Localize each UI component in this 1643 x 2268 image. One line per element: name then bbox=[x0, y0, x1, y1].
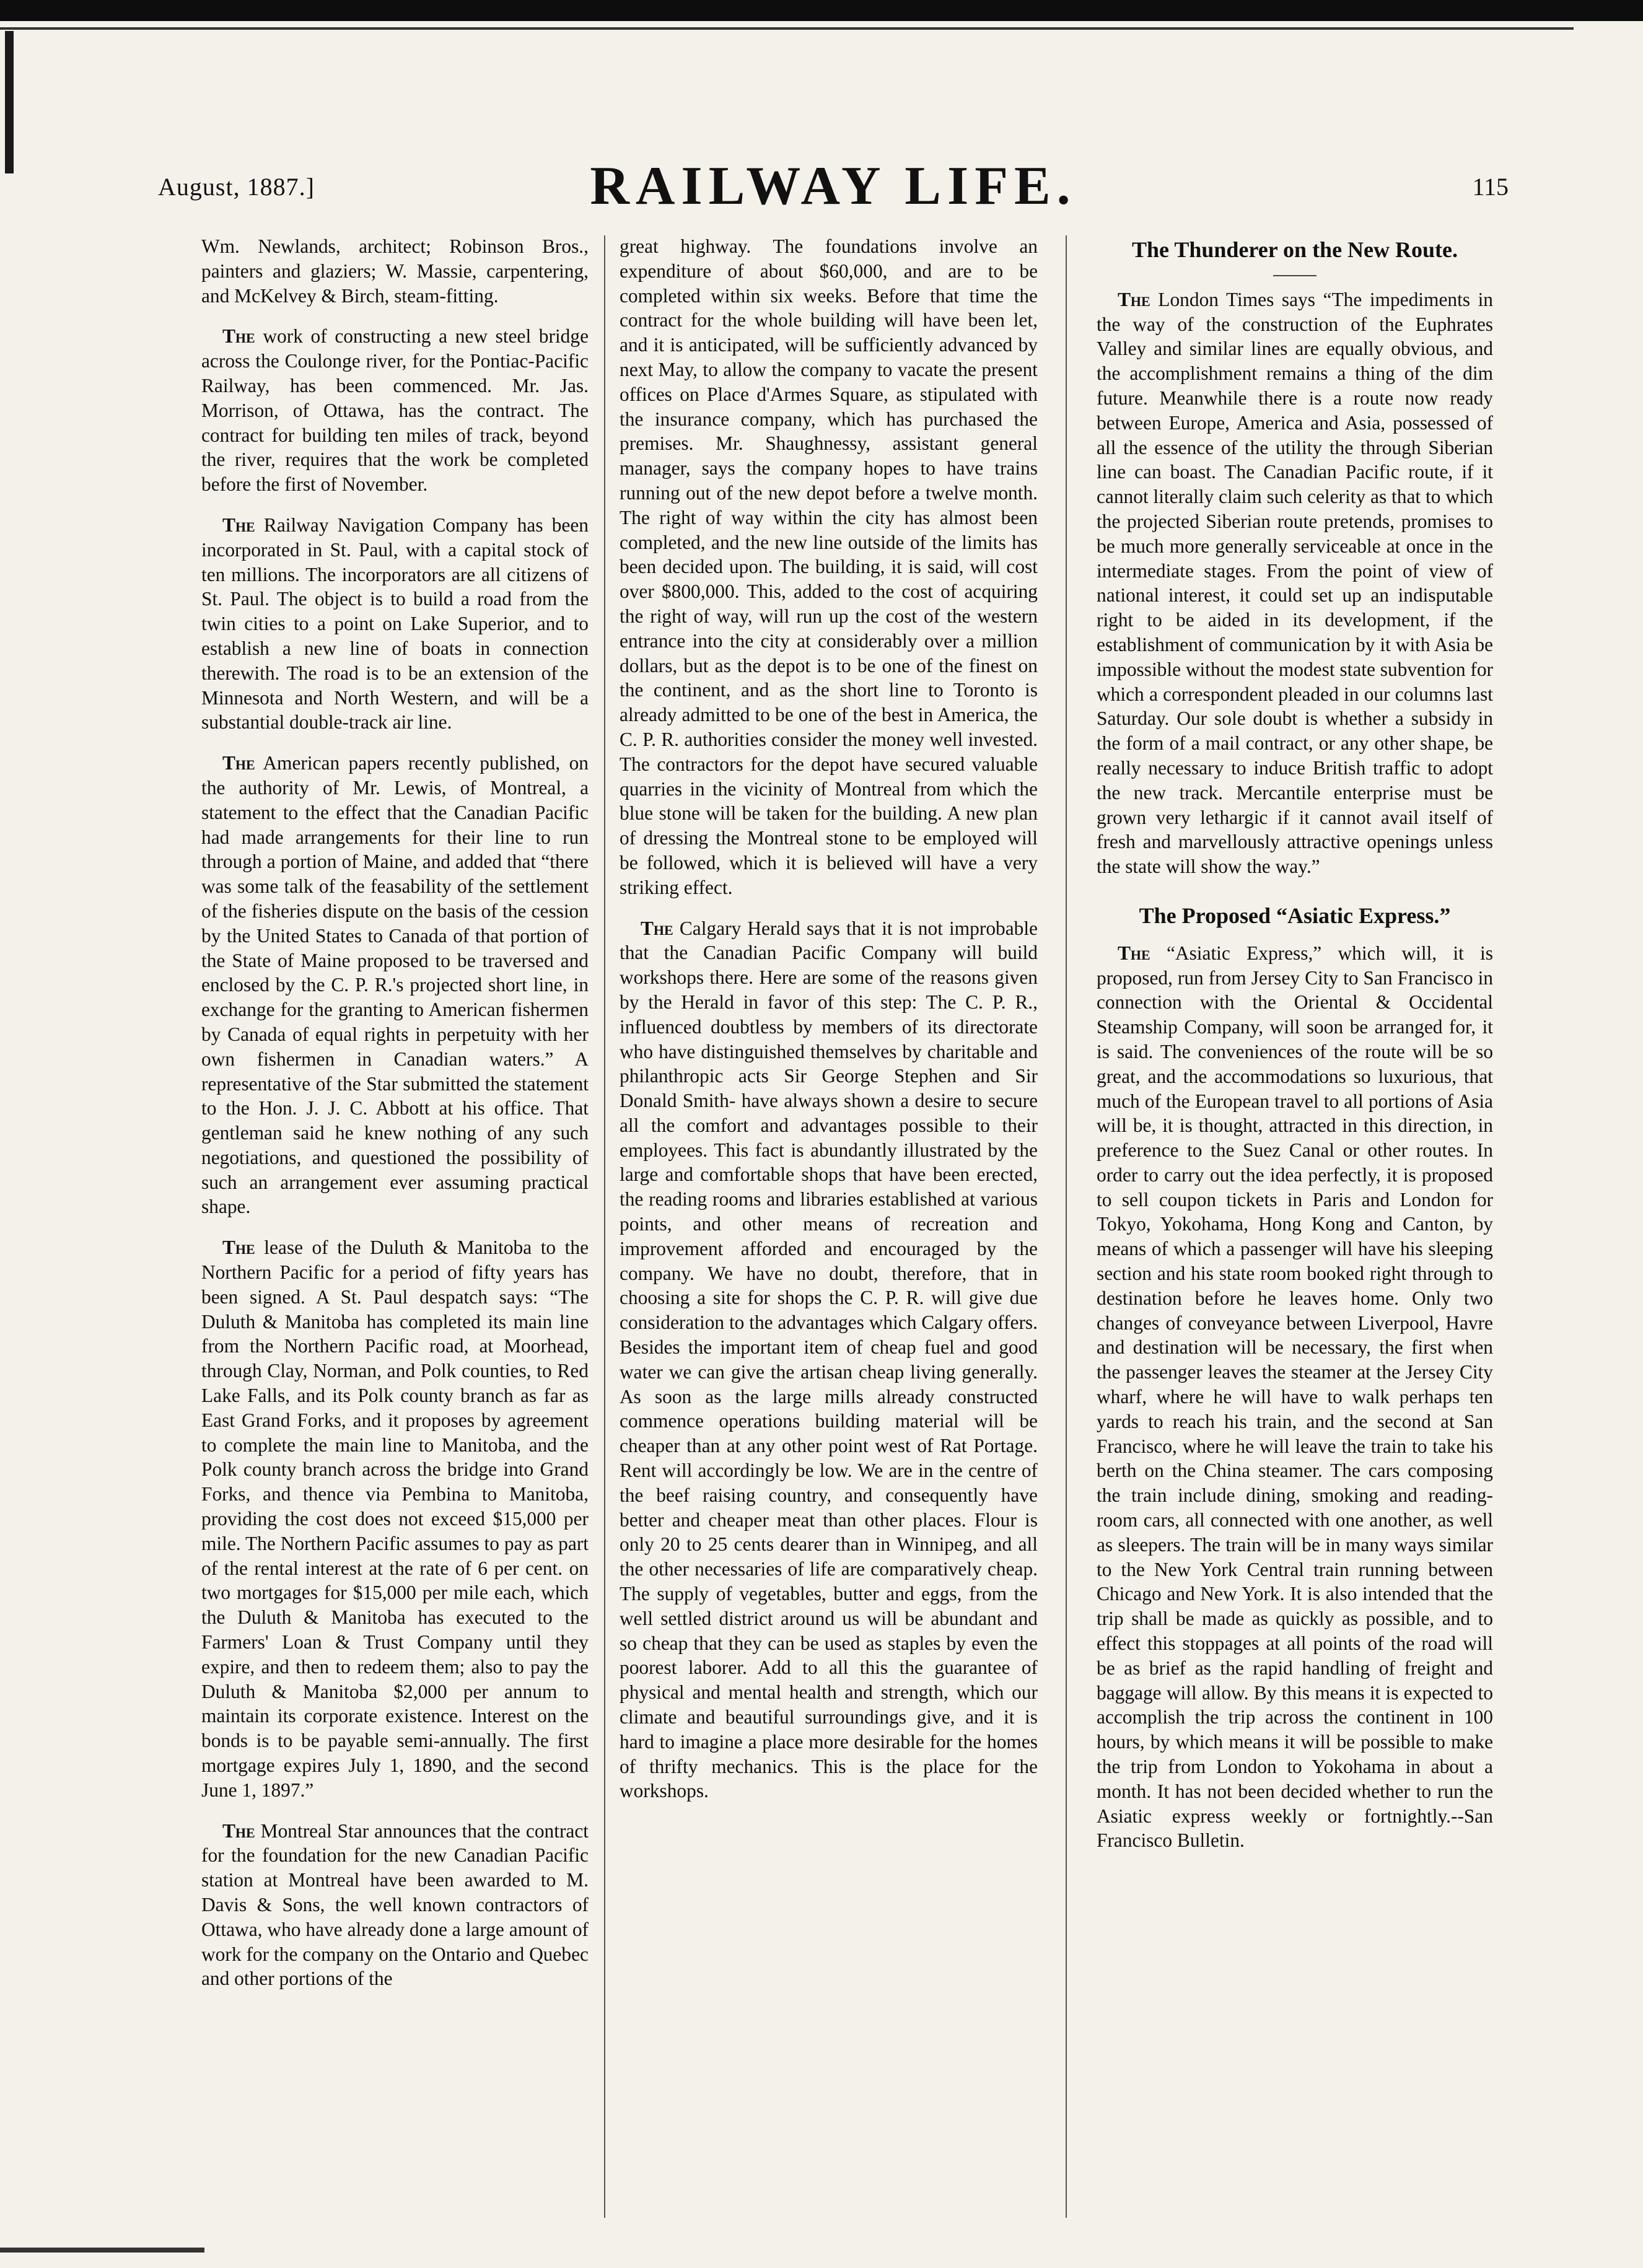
paragraph: The Calgary Herald says that it is not improbable that the Canadian Pacific Company will build workshops there. Here are some of the reasons given by the Herald in favor of this step: The C. P. R., influenced doubtless by members of its directorate who have distinguished themselves by charitable and philanthropic acts Sir George Stephen and Sir Donald Smith- have always shown a desire to secure all the comfort and advantages possible to their employees. This fact is abundantly illustrated by the large and comfortable shops that have been erected, the reading rooms and libraries established at various points, and other means of recreation and improvement afforded and encouraged by the company. We have no doubt, therefore, that in choosing a site for shops the C. P. R. will give due consideration to the advantages which Calgary offers. Besides the important item of cheap fuel and good water we can give the artisan cheap living generally. As soon as the large mills already constructed commence operations building material will be cheaper than at any other point west of Rat Portage. Rent will accordingly be low. We are in the centre of the beef raising country, and consequently have better and cheaper meat than other places. Flour is only 20 to 25 cents dearer than in Winnipeg, and all the other necessaries of life are comparatively cheap. The supply of vegetables, butter and eggs, from the well settled district around us will be abundant and so cheap that they can be used as staples by even the poorest laborer. Add to all this the guarantee of physical and mental health and strength, which our climate and beautiful surroundings give, and it is hard to imagine a place more desirable for the homes of thrifty mechanics. This is the place for the workshops. bbox=[620, 917, 1038, 1802]
paragraph: The Montreal Star announces that the contract for the foundation for the new Canadian Pacific station at Montreal have been awarded to M. Davis & Sons, the well known contractors of Ottawa, who have already done a large amount of work for the company on the Ontario and Quebec and other portions of the bbox=[201, 1819, 589, 1990]
paragraph: The American papers recently published, on the authority of Mr. Lewis, of Montreal, a statement to the effect that the Canadian Pacific had made arrangements for their line to run through a portion of Maine, and added that “there was some talk of the feasability of the settlement of the fisheries dispute on the basis of the cession by the United States to Canada of that portion of the State of Maine proposed to be traversed and enclosed by the C. P. R.'s projected short line, in exchange for the granting to American fishermen by Canada of equal rights in perpetuity with her own fishermen in Canadian waters.” A representative of the Star submitted the statement to the Hon. J. J. C. Abbott at his office. That gentleman said he knew nothing of any such negotiations, and questioned the possibility of such an arrangement ever assuming practical shape. bbox=[201, 752, 589, 1218]
masthead bbox=[158, 155, 1509, 223]
title-rule bbox=[1273, 275, 1317, 276]
paragraph: The “Asiatic Express,” which will, it is proposed, run from Jersey City to San Francisco in connection with the Oriental & Occidental Steamship Company, will soon be arranged for, it is said. The conveniences of the route will be so great, and the accommodations so luxurious, that much of the European travel to all portions of Asia will be, it is thought, attracted in this direction, in preference to the Suez Canal or other routes. In order to carry out the idea perfectly, it is proposed to sell coupon tickets in Paris and London for Tokyo, Yokohama, Hong Kong and Canton, by means of which a passenger will have his sleeping section and his state room booked right through to destination before he leaves home. Only two changes of conveyance between Liverpool, Havre and destination will be necessary, the first when the passenger leaves the steamer at the Jersey City wharf, where he will have to walk perhaps ten yards to reach his train, and the second at San Francisco, where he will leave the train to take his berth on the China steamer. The cars composing the train include dining, smoking and reading-room cars, all connected with one another, as well as sleepers. The train will be in many ways similar to the New York Central train running between Chicago and New York. It is also intended that the trip shall be made as quickly as possible, and to effect this stoppages at all points of the road will be as brief as the rapid handling of freight and baggage will allow. By this means it is expected to accomplish the trip across the continent in 100 hours, by which means it will be possible to make the trip from London to Yokohama in about a month. It has not been decided whether to run the Asiatic express weekly or fortnightly.--San Francisco Bulletin. bbox=[1097, 942, 1493, 1852]
issue-date: August, 1887.] bbox=[158, 173, 315, 201]
paragraph: The work of constructing a new steel bridge across the Coulonge river, for the Pontiac-Pacific Railway, has been commenced. Mr. Jas. Morrison, of Ottawa, has the contract. The contract for building ten miles of track, beyond the river, requires that the work be completed before the first of November. bbox=[201, 325, 589, 496]
top-rule-thin bbox=[0, 27, 1574, 30]
publication-title: RAILWAY LIFE. bbox=[590, 156, 1077, 216]
top-rule bbox=[0, 0, 1643, 21]
paragraph: great highway. The foundations involve an expenditure of about $60,000, and are to be completed within six weeks. Before that time the contract for the whole building will have been let, and it is anticipated, will be sufficiently advanced by next May, to allow the company to vacate the present offices on Place d'Armes Square, as stipulated with the insurance company, which has purchased the premises. Mr. Shaughnessy, assistant general manager, says the company hopes to have trains running out of the new depot before a twelve month. The right of way within the city has almost been completed, and the new line outside of the limits has been decided upon. The building, it is said, will cost over $800,000. This, added to the cost of acquiring the right of way, will run up the cost of the western entrance into the city at considerably over a million dollars, but as the depot is to be one of the finest on the continent, and as the short line to Toronto is already admitted to be one of the best in America, the C. P. R. authorities consider the money well invested. The contractors for the depot have secured valuable quarries in the vicinity of Montreal from which the blue stone will be taken for the building. A new plan of dressing the Montreal stone to be employed will be followed, which it is believed will have a very striking effect. bbox=[620, 235, 1038, 898]
column-2 bbox=[620, 234, 1038, 1819]
paragraph: Wm. Newlands, architect; Robinson Bros., painters and glaziers; W. Massie, carpentering, and McKelvey & Birch, steam-fitting. bbox=[201, 235, 589, 307]
column-1 bbox=[201, 234, 589, 2007]
paragraph: The London Times says “The impediments in the way of the construction of the Euphrates Valley and similar lines are equally obvious, and the accomplishment remains a thing of the dim future. Meanwhile there is a route now ready between Europe, America and Asia, possessed of all the essence of the utility the through Siberian line can boast. The Canadian Pacific route, if it cannot literally claim such celerity as that to which the projected Siberian route pretends, promises to be much more generally serviceable at once in the intermediate stages. From the point of view of national interest, it could set up an indisputable right to be aided in its development, if the establishment of communication by it with Asia be impossible without the modest state subvention for which a correspondent pleaded in our columns last Saturday. Our sole doubt is whether a subsidy in the form of a mail contract, or any other shape, be really necessary to induce British traffic to adopt the new track. Mercantile enterprise must be grown very lethargic if it cannot avail itself of fresh and marvellously attractive openings unless the state will show the way.” bbox=[1097, 288, 1493, 878]
column-rule-1 bbox=[604, 235, 605, 2218]
binding-mark bbox=[5, 31, 14, 173]
paragraph: The lease of the Duluth & Manitoba to the Northern Pacific for a period of fifty years has been signed. A St. Paul despatch says: “The Duluth & Manitoba has completed its main line from the Northern Pacific road, at Moorhead, through Clay, Norman, and Polk counties, to Red Lake Falls, and its Polk county branch as far as East Grand Forks, and it proposes by agreement to complete the main line to Manitoba, and the Polk county branch across the bridge into Grand Forks, and thence via Pembina to Manitoba, providing the cost does not exceed $15,000 per mile. The Northern Pacific assumes to pay as part of the rental interest at the rate of 6 per cent. on two mortgages for $15,000 per mile each, which the Duluth & Manitoba has executed to the Farmers' Loan & Trust Company until they expire, and then to redeem them; also to pay the Duluth & Manitoba $2,000 per annum to maintain its corporate existence. Interest on the bonds is to be payable semi-annually. The first mortgage expires July 1, 1890, and the second June 1, 1897.” bbox=[201, 1237, 589, 1801]
article-title: The Thunderer on the New Route. bbox=[1131, 237, 1458, 262]
column-3 bbox=[1097, 234, 1493, 1869]
column-rule-2 bbox=[1066, 235, 1067, 2218]
page-number: 115 bbox=[1472, 173, 1509, 201]
paragraph: The Railway Navigation Company has been incorporated in St. Paul, with a capital stock of ten millions. The incorporators are all citizens of St. Paul. The object is to build a road from the twin cities to a point on Lake Superior, and to establish a new line of boats in connection therewith. The road is to be an extension of the Minnesota and North Western, and will be a substantial double-track air line. bbox=[201, 514, 589, 733]
bottom-rule bbox=[0, 2248, 204, 2253]
article-title: The Proposed “Asiatic Express.” bbox=[1139, 903, 1451, 928]
